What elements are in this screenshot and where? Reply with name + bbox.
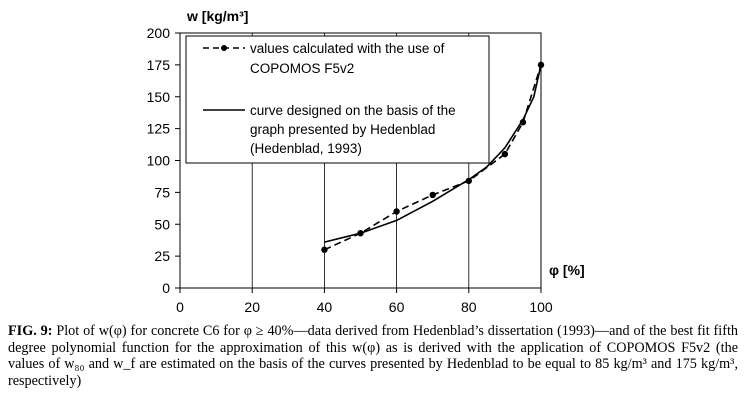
legend-label-hedenblad-line3: (Hedenblad, 1993) bbox=[250, 141, 362, 156]
legend-label-hedenblad-line2: graph presented by Hedenblad bbox=[250, 122, 436, 137]
y-tick-label: 0 bbox=[162, 280, 170, 296]
x-tick-label: 60 bbox=[388, 299, 405, 315]
data-point-copomos bbox=[393, 208, 399, 214]
legend-label-copomos-line2: COPOMOS F5v2 bbox=[250, 61, 355, 76]
legend-marker-copomos bbox=[221, 45, 227, 51]
y-tick-label: 25 bbox=[154, 248, 170, 265]
legend bbox=[186, 36, 489, 163]
data-point-copomos bbox=[321, 247, 327, 253]
caption-text: Plot of w(φ) for concrete C6 for φ ≥ 40%—data derived from Hedenblad’s dissertation (1993)—and of the best fit fifth degree polynomial function for the approximation of this w(φ) as is derived with the application of COPOMOS F5v2 (the values of w₈₀ and w_f are estimated on the basis of the curves presented by Hedenblad to be equal to 85 kg/m³ and 175 kg/m³, respectively) bbox=[8, 323, 738, 389]
y-axis-title: w [kg/m³] bbox=[187, 8, 249, 24]
data-point-copomos bbox=[502, 151, 508, 157]
y-tick-label: 200 bbox=[146, 25, 170, 41]
legend-label-hedenblad-line1: curve designed on the basis of the bbox=[250, 103, 456, 118]
data-point-copomos bbox=[430, 192, 436, 198]
legend-label-copomos-line1: values calculated with the use of bbox=[250, 41, 445, 56]
y-tick-label: 175 bbox=[146, 56, 170, 73]
y-tick-label: 125 bbox=[146, 120, 170, 137]
y-axis bbox=[147, 25, 180, 296]
x-axis bbox=[176, 288, 553, 315]
x-tick-label: 80 bbox=[461, 299, 477, 315]
y-tick-label: 100 bbox=[146, 152, 170, 169]
figure-caption bbox=[8, 323, 738, 389]
y-tick-label: 50 bbox=[154, 216, 170, 233]
x-tick-label: 0 bbox=[176, 299, 184, 315]
x-tick-label: 40 bbox=[316, 299, 333, 315]
x-tick-label: 20 bbox=[244, 299, 260, 315]
y-tick-label: 75 bbox=[154, 184, 170, 201]
y-tick-label: 150 bbox=[146, 88, 170, 105]
x-axis-title: φ [%] bbox=[549, 262, 585, 278]
x-tick-label: 100 bbox=[529, 299, 553, 315]
caption-label: FIG. 9: bbox=[8, 323, 53, 339]
